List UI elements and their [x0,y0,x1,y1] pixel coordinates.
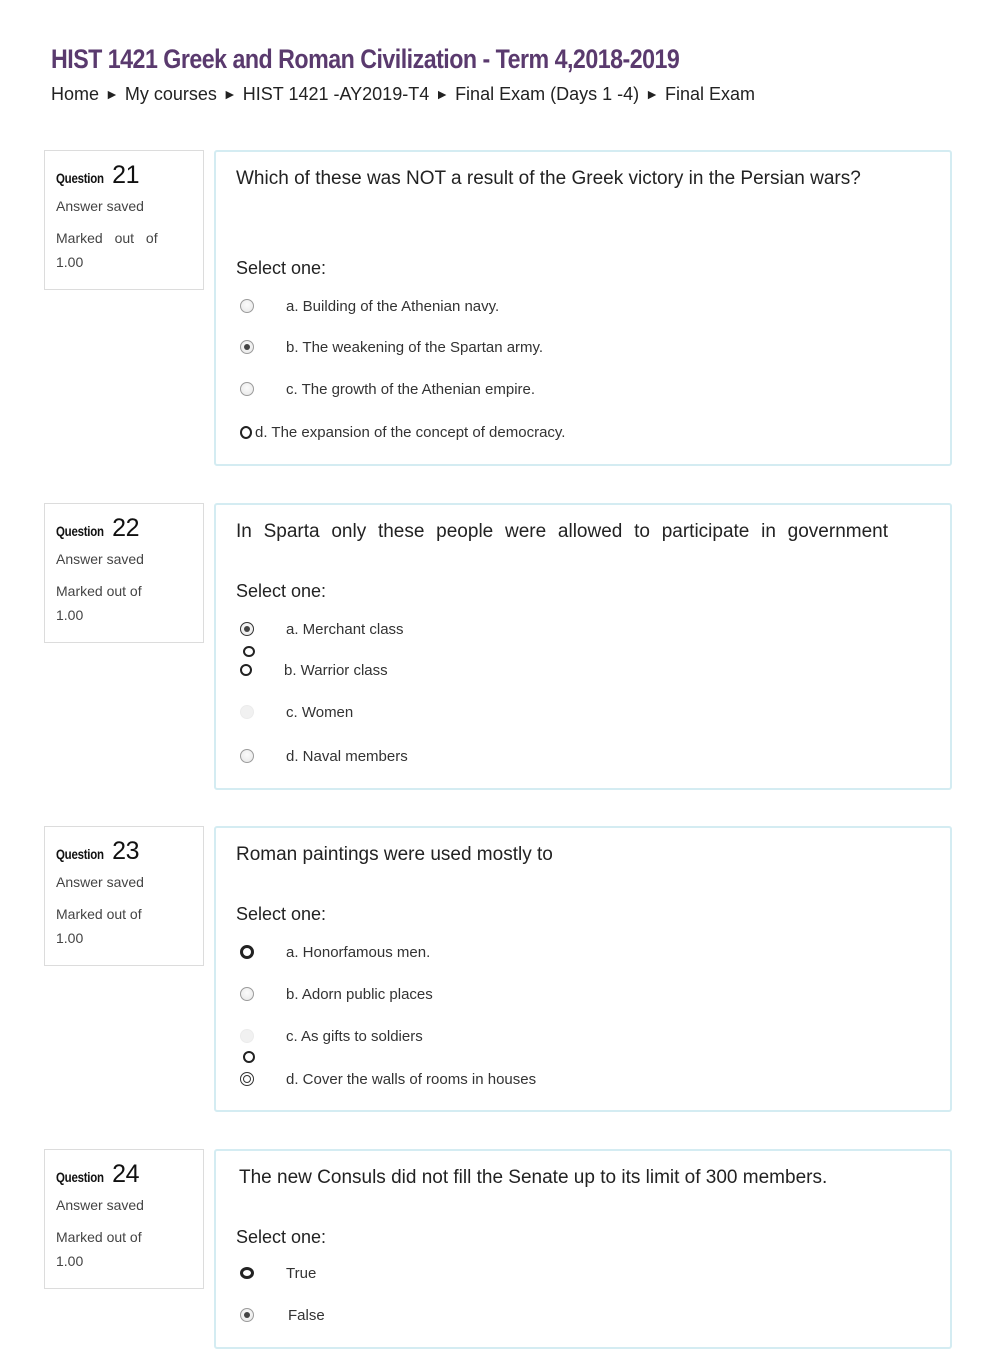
breadcrumb [51,84,755,105]
question-info-22 [44,503,204,643]
option-label[interactable]: True [286,1264,317,1282]
question-grade: Marked out of 1.00 [56,906,142,946]
option-label[interactable]: d. Cover the walls of rooms in houses [286,1070,537,1088]
answer-option[interactable] [240,295,499,317]
answer-option[interactable] [240,1068,536,1090]
answer-option[interactable] [240,378,535,400]
answer-option[interactable] [240,745,408,767]
course-title: HIST 1421 Greek and Roman Civilization - Term 4,2018-2019 [51,44,680,74]
stray-radio-mark-icon [243,1051,255,1063]
breadcrumb-separator-icon: ► [435,86,450,102]
breadcrumb-home[interactable]: Home [51,84,100,104]
radio-button[interactable] [240,1267,254,1279]
question-text: Roman paintings were used mostly to [236,844,553,865]
question-number: Question 21 [56,161,139,189]
question-text: In Sparta only these people were allowed to participate in government [236,521,888,542]
question-info-21 [44,150,204,290]
answer-option[interactable] [240,618,404,640]
radio-button[interactable] [240,382,254,396]
question-content-23 [214,826,952,1112]
option-label[interactable]: a. Honorfamous men. [286,943,431,961]
question-state: Answer saved [56,198,144,214]
radio-button-selected[interactable] [240,622,254,636]
question-text: The new Consuls did not fill the Senate up to its limit of 300 members. [239,1167,828,1188]
select-one-prompt: Select one: [236,581,327,601]
radio-button[interactable] [240,705,254,719]
answer-option[interactable] [240,941,430,963]
question-content-24 [214,1149,952,1349]
option-label[interactable]: d. The expansion of the concept of democracy. [255,423,566,441]
question-state: Answer saved [56,551,144,567]
breadcrumb-course[interactable]: HIST 1421 -AY2019-T4 [242,84,430,104]
answer-option[interactable] [240,1262,316,1284]
answer-option[interactable] [240,701,353,723]
select-one-prompt: Select one: [236,904,327,924]
breadcrumb-separator-icon: ► [222,86,237,102]
answer-option[interactable] [240,421,565,443]
breadcrumb-final-exam-section[interactable]: Final Exam (Days 1 -4) [455,84,640,104]
question-number: Question 23 [56,837,139,865]
question-info-23 [44,826,204,966]
question-number: Question 22 [56,514,139,542]
question-number: Question 24 [56,1160,139,1188]
option-label[interactable]: c. As gifts to soldiers [286,1027,423,1045]
option-label[interactable]: d. Naval members [286,747,408,765]
breadcrumb-final-exam[interactable]: Final Exam [664,84,755,104]
answer-option[interactable] [240,1304,325,1326]
option-label[interactable]: a. Building of the Athenian navy. [286,297,500,315]
radio-button-selected[interactable] [240,1308,254,1322]
question-info-24 [44,1149,204,1289]
question-content-22 [214,503,952,790]
option-label[interactable]: b. The weakening of the Spartan army. [286,338,544,356]
question-content-21 [214,150,952,466]
option-label[interactable]: False [288,1306,325,1324]
stray-radio-mark-icon [243,646,255,657]
select-one-prompt: Select one: [236,1227,327,1247]
radio-button[interactable] [240,987,254,1001]
option-label[interactable]: c. Women [286,703,354,721]
answer-option[interactable] [240,1025,423,1047]
question-grade: Marked out of 1.00 [56,583,142,623]
answer-option[interactable] [240,659,388,681]
radio-button[interactable] [240,1029,254,1043]
question-state: Answer saved [56,874,144,890]
radio-button[interactable] [240,299,254,313]
option-label[interactable]: c. The growth of the Athenian empire. [286,380,536,398]
radio-button[interactable] [240,945,254,959]
breadcrumb-my-courses[interactable]: My courses [124,84,217,104]
radio-button[interactable] [240,664,252,676]
answer-option[interactable] [240,336,543,358]
answer-option[interactable] [240,983,433,1005]
radio-button[interactable] [240,426,252,439]
select-one-prompt: Select one: [236,258,327,278]
radio-button-selected[interactable] [240,1072,254,1086]
radio-button-selected[interactable] [240,340,254,354]
breadcrumb-separator-icon: ► [105,86,119,102]
question-grade: Marked out of 1.00 [56,1229,142,1269]
breadcrumb-separator-icon: ► [645,86,659,102]
option-label[interactable]: a. Merchant class [286,620,404,638]
radio-button[interactable] [240,749,254,763]
question-text: Which of these was NOT a result of the Greek victory in the Persian wars? [236,168,861,189]
option-label[interactable]: b. Adorn public places [286,985,433,1003]
option-label[interactable]: b. Warrior class [284,661,388,679]
question-grade: Marked out of 1.00 [56,230,158,270]
question-state: Answer saved [56,1197,144,1213]
